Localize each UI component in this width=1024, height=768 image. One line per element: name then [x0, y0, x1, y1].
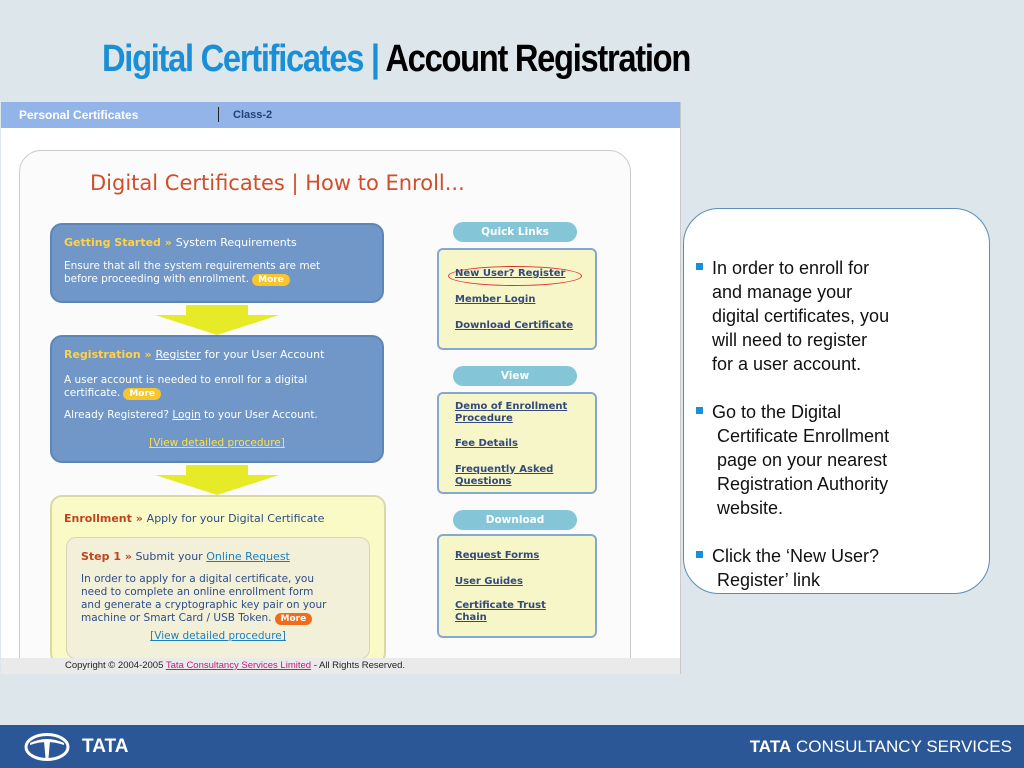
down-arrow-head: [155, 315, 279, 335]
tata-wordmark: TATA: [82, 736, 129, 757]
bullet-icon: [696, 263, 703, 270]
getting-started-heading: Getting Started » System Requirements: [64, 236, 297, 249]
view-procedure-link[interactable]: [View detailed procedure]: [150, 630, 286, 642]
bullet-icon: [696, 551, 703, 558]
getting-started-box: [50, 223, 384, 303]
new-user-register-link[interactable]: New User? Register: [455, 268, 566, 279]
tab-personal-certificates[interactable]: Personal Certificates: [19, 108, 139, 122]
more-button[interactable]: More: [123, 388, 161, 400]
view-header: View: [453, 366, 577, 386]
more-button[interactable]: More: [252, 274, 290, 286]
request-forms-link[interactable]: Request Forms: [455, 550, 540, 561]
tata-logo-icon: [24, 733, 70, 761]
note-bullet-1: In order to enroll for and manage your digital certificates, you will need to register for a user account.: [712, 256, 889, 376]
down-arrow: [186, 305, 248, 315]
online-request-link[interactable]: Online Request: [206, 550, 290, 563]
note-bullet-3: Click the ‘New User? Register’ link: [712, 544, 879, 592]
tcs-wordmark: TATA CONSULTANCY SERVICES: [749, 737, 1012, 756]
fee-details-link[interactable]: Fee Details: [455, 438, 518, 449]
download-header: Download: [453, 510, 577, 530]
slide-title-part1: Digital Certificates |: [102, 38, 379, 80]
tab-divider: [218, 107, 219, 122]
down-arrow-head: [155, 475, 279, 495]
note-bullet-2: Go to the Digital Certificate Enrollment page on your nearest Registration Authority website.: [712, 400, 889, 520]
enrollment-heading: Enrollment » Apply for your Digital Certificate: [64, 512, 325, 525]
registration-heading: Registration » Register for your User Account: [64, 348, 325, 361]
registration-text: A user account is needed to enroll for a digital certificate. More Already Registered? Login to your User Account.: [64, 374, 318, 421]
system-requirements-label: System Requirements: [175, 236, 297, 249]
enroll-title: Digital Certificates | How to Enroll...: [90, 171, 465, 195]
tab-class-2[interactable]: Class-2: [233, 109, 273, 121]
bullet-icon: [696, 407, 703, 414]
notes-callout: [683, 208, 990, 594]
quick-links-box: [437, 248, 597, 350]
member-login-link[interactable]: Member Login: [455, 294, 536, 305]
step1-box: [66, 537, 370, 659]
copyright-bar: Copyright © 2004-2005 Tata Consultancy Services Limited - All Rights Reserved.: [1, 658, 681, 674]
registration-box: [50, 335, 384, 463]
login-link[interactable]: Login: [172, 409, 201, 421]
download-box: [437, 534, 597, 638]
enrollment-box: [50, 495, 386, 665]
getting-started-text: Ensure that all the system requirements are met before proceeding with enrollment. More: [64, 260, 321, 285]
slide-title: [102, 38, 690, 81]
company-link[interactable]: Tata Consultancy Services Limited: [165, 660, 312, 671]
download-certificate-link[interactable]: Download Certificate: [455, 320, 574, 331]
view-box: [437, 392, 597, 494]
footer-bar: [0, 725, 1024, 768]
register-link[interactable]: Register: [155, 348, 201, 361]
certificate-trust-chain-link[interactable]: Certificate Trust Chain: [455, 600, 546, 623]
user-guides-link[interactable]: User Guides: [455, 576, 523, 587]
quick-links-header: Quick Links: [453, 222, 577, 242]
more-button[interactable]: More: [275, 613, 313, 625]
down-arrow: [186, 465, 248, 475]
view-procedure-link[interactable]: [View detailed procedure]: [149, 437, 285, 449]
demo-enrollment-link[interactable]: Demo of Enrollment Procedure: [455, 401, 568, 424]
enrollment-page-screenshot: [1, 102, 681, 674]
step1-heading: Step 1 » Submit your Online Request: [81, 550, 290, 563]
slide-title-part2: Account Registration: [385, 38, 691, 80]
tab-bar: [1, 102, 680, 128]
step1-text: In order to apply for a digital certificate, you need to complete an online enrollment form and generate a cryptographic key pair on your machine or Smart Card / USB Token. More: [81, 573, 327, 624]
faq-link[interactable]: Frequently Asked Questions: [455, 464, 554, 487]
